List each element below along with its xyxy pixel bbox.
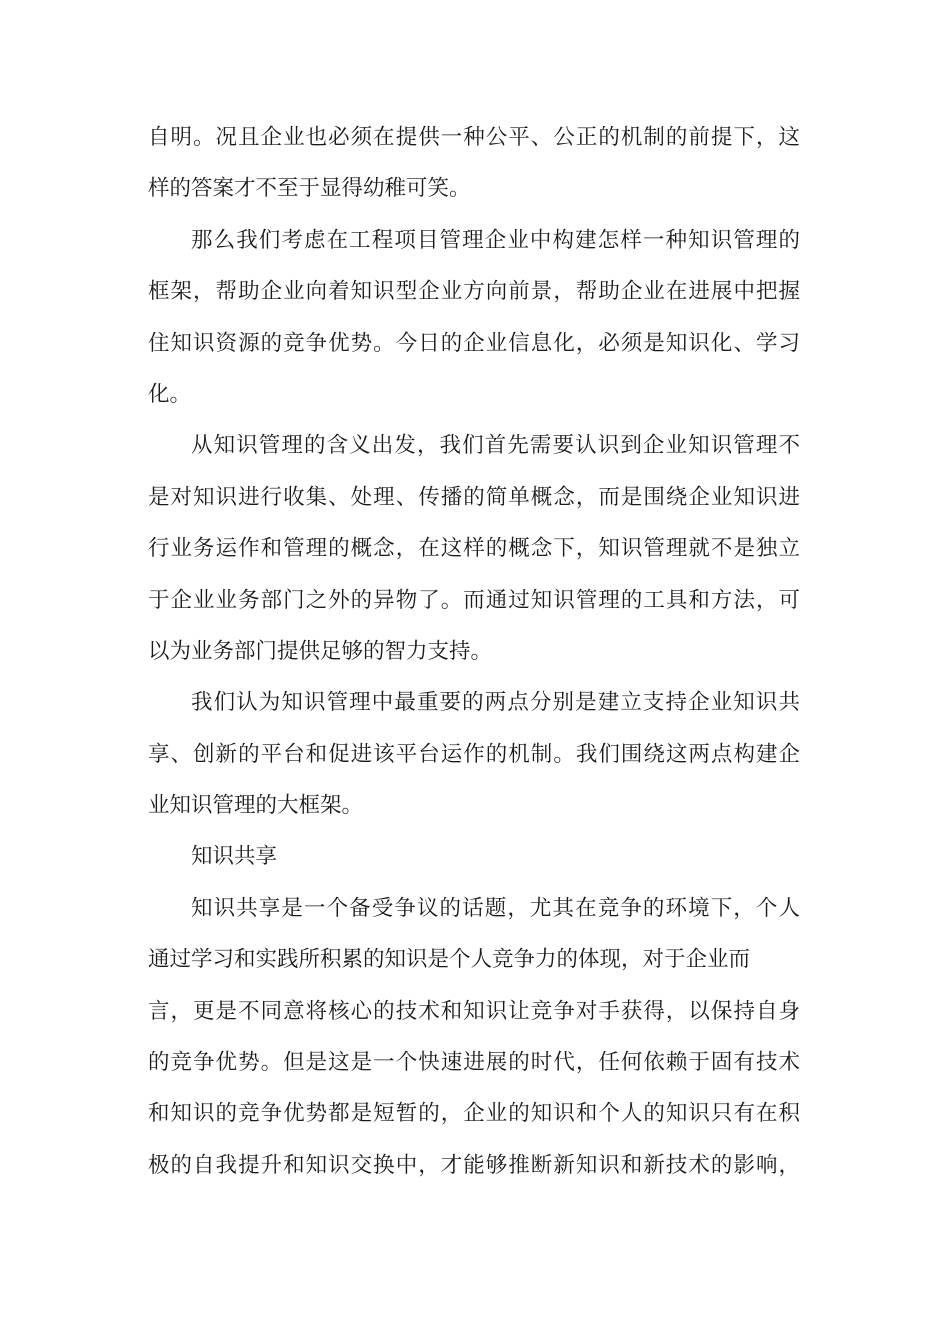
text-line: 享、创新的平台和促进该平台运作的机制。我们围绕这两点构建企	[148, 741, 800, 767]
text-line: 极的自我提升和知识交换中，才能够推断新知识和新技术的影响，	[148, 1152, 800, 1178]
text-line: 化。	[148, 381, 192, 407]
text-line: 的竞争优势。但是这是一个快速进展的时代，任何依赖于固有技术	[148, 1050, 800, 1076]
text-line: 知识共享	[191, 844, 278, 870]
text-line: 和知识的竞争优势都是短暂的，企业的知识和个人的知识只有在积	[148, 1101, 800, 1127]
text-line: 框架，帮助企业向着知识型企业方向前景，帮助企业在进展中把握	[148, 279, 800, 305]
text-line: 于企业业务部门之外的异物了。而通过知识管理的工具和方法，可	[148, 587, 800, 613]
text-line: 是对知识进行收集、处理、传播的简单概念，而是围绕企业知识进	[148, 484, 800, 510]
text-line: 以为业务部门提供足够的智力支持。	[148, 638, 493, 664]
text-line: 样的答案才不至于显得幼稚可笑。	[148, 176, 471, 202]
text-line: 从知识管理的含义出发，我们首先需要认识到企业知识管理不	[191, 433, 800, 459]
document-body	[148, 112, 800, 1191]
text-line: 行业务运作和管理的概念，在这样的概念下，知识管理就不是独立	[148, 536, 800, 562]
text-line: 我们认为知识管理中最重要的两点分别是建立支持企业知识共	[191, 690, 800, 716]
text-line: 自明。况且企业也必须在提供一种公平、公正的机制的前提下，这	[148, 125, 800, 150]
text-line: 通过学习和实践所积累的知识是个人竞争力的体现，对于企业而	[148, 947, 751, 973]
text-line: 住知识资源的竞争优势。今日的企业信息化，必须是知识化、学习	[148, 330, 800, 356]
text-line: 业知识管理的大框架。	[148, 793, 364, 819]
text-line: 那么我们考虑在工程项目管理企业中构建怎样一种知识管理的	[191, 227, 800, 253]
text-line: 知识共享是一个备受争议的话题，尤其在竞争的环境下，个人	[191, 895, 800, 921]
text-line: 言，更是不同意将核心的技术和知识让竞争对手获得，以保持自身	[148, 998, 800, 1024]
